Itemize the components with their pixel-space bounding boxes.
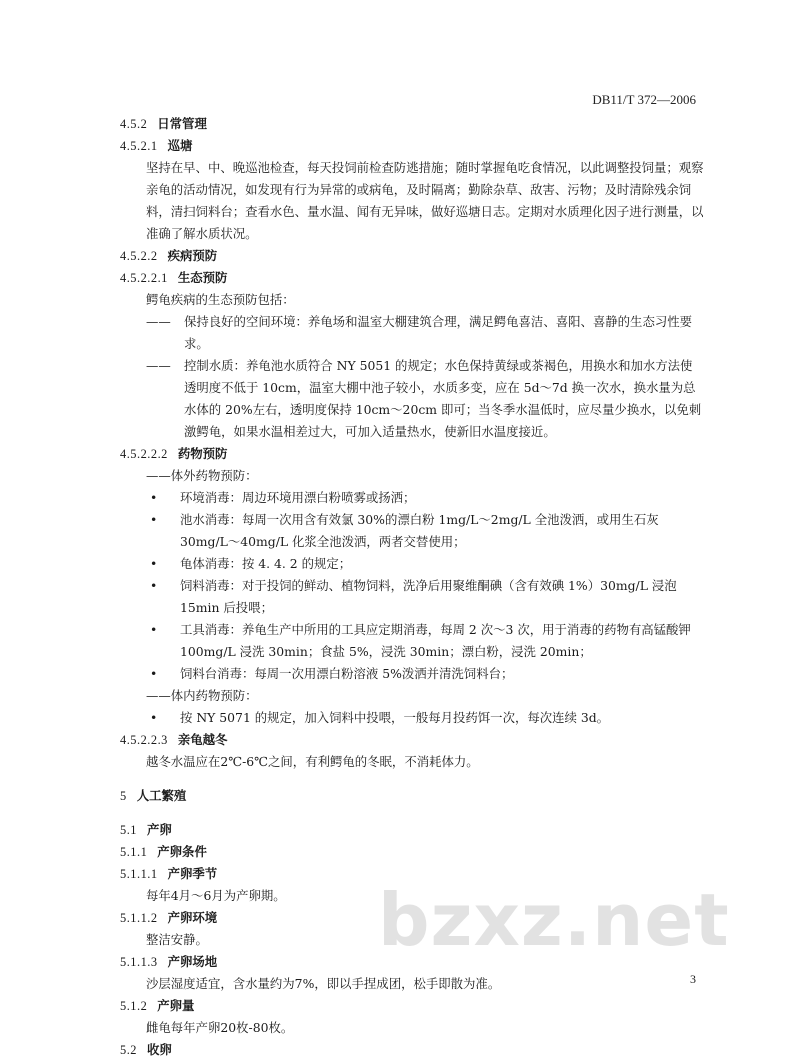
dash-marker: —— bbox=[146, 358, 171, 373]
paragraph: 雌龟每年产卵20枚-80枚。 bbox=[146, 1020, 294, 1035]
section-number: 4.5.2.2.1 bbox=[120, 271, 168, 285]
paragraph: 沙层湿度适宜，含水量约为7%，即以手捏成团，松手即散为准。 bbox=[146, 976, 501, 991]
bullet-list-item bbox=[120, 487, 704, 509]
section-number: 5.1.1.2 bbox=[120, 911, 158, 925]
page-number: 3 bbox=[690, 972, 696, 986]
bullet-marker: • bbox=[150, 622, 158, 637]
section-number: 5.1.1 bbox=[120, 845, 148, 859]
section-heading bbox=[120, 785, 704, 807]
section-heading bbox=[120, 443, 704, 465]
section-title: 药物预防 bbox=[177, 446, 228, 461]
section-heading bbox=[120, 267, 704, 289]
bullet-marker: • bbox=[150, 556, 158, 571]
list-item-text: 控制水质：养龟池水质符合 NY 5051 的规定；水色保持黄绿或茶褐色，用换水和加水方法使透明度不低于 10cm，温室大棚中池子较小，水质多变，应在 5d～7d 换一次水，换水量为总水体的 20%左右，透明度保持 10cm～20cm 即可；当冬季水温低时，应尽量少换水，以免刺激鳄龟，如果水温相差过大，可加入适量热水，使新旧水温度接近。 bbox=[184, 358, 702, 439]
section-number: 5.1.2 bbox=[120, 999, 148, 1013]
bullet-list-item bbox=[120, 663, 704, 685]
section-title: 产卵量 bbox=[157, 998, 195, 1013]
section-number: 5.1.1.3 bbox=[120, 955, 158, 969]
bullet-list-item bbox=[120, 575, 704, 619]
bullet-marker: • bbox=[150, 490, 158, 505]
bullet-list-item bbox=[120, 619, 704, 663]
section-title: 生态预防 bbox=[177, 270, 228, 285]
section-heading bbox=[120, 729, 704, 751]
section-title: 收卵 bbox=[147, 1042, 172, 1057]
section-number: 5.1.1.1 bbox=[120, 867, 158, 881]
section-title: 人工繁殖 bbox=[136, 788, 187, 803]
bullet-marker: • bbox=[150, 512, 158, 527]
section-number: 4.5.2.1 bbox=[120, 139, 158, 153]
section-number: 4.5.2.2 bbox=[120, 249, 158, 263]
standard-code: DB11/T 372—2006 bbox=[592, 92, 696, 107]
paragraph: 鳄龟疾病的生态预防包括： bbox=[146, 292, 295, 307]
section-number: 4.5.2 bbox=[120, 117, 148, 131]
paragraph: 坚持在早、中、晚巡池检查，每天投饲前检查防逃措施；随时掌握龟吃食情况，以此调整投饲量；观察亲龟的活动情况，如发现有行为异常的或病龟，及时隔离；勤除杂草、敌害、污物；及时清除残余饲料，清扫饲料台；查看水色、量水温、闻有无异味，做好巡塘日志。定期对水质理化因子进行测量，以准确了解水质状况。 bbox=[146, 160, 704, 241]
bullet-marker: • bbox=[150, 666, 158, 681]
section-title: 亲龟越冬 bbox=[177, 732, 228, 747]
paragraph: 越冬水温应在2℃-6℃之间，有利鳄龟的冬眠，不消耗体力。 bbox=[146, 754, 479, 769]
bullet-list-item bbox=[120, 553, 704, 575]
dash-marker: —— bbox=[146, 314, 171, 329]
section-heading bbox=[120, 245, 704, 267]
section-heading bbox=[120, 841, 704, 863]
section-number: 4.5.2.2.3 bbox=[120, 733, 168, 747]
paragraph: 每年4月～6月为产卵期。 bbox=[146, 888, 286, 903]
list-item-text: 饲料台消毒：每周一次用漂白粉溶液 5%泼洒并清洗饲料台； bbox=[180, 666, 514, 681]
section-heading bbox=[120, 135, 704, 157]
bullet-marker: • bbox=[150, 710, 158, 725]
bullet-marker: • bbox=[150, 578, 158, 593]
section-title: 日常管理 bbox=[157, 116, 207, 131]
section-heading bbox=[120, 1039, 704, 1061]
list-item-text: 按 NY 5071 的规定，加入饲料中投喂，一般每月投药饵一次，每次连续 3d。 bbox=[180, 710, 610, 725]
dash-list-item bbox=[120, 355, 704, 443]
paragraph: 整洁安静。 bbox=[146, 932, 208, 947]
section-title: 产卵季节 bbox=[167, 866, 218, 881]
sub-list-intro: ——体外药物预防： bbox=[146, 468, 258, 483]
list-item-text: 池水消毒：每周一次用含有效氯 30%的漂白粉 1mg/L～2mg/L 全池泼洒，或用生石灰 30mg/L～40mg/L 化浆全池泼洒，两者交替使用； bbox=[180, 512, 659, 549]
spacer bbox=[120, 807, 704, 819]
section-number: 5.2 bbox=[120, 1043, 137, 1057]
section-title: 产卵 bbox=[147, 822, 172, 837]
section-title: 疾病预防 bbox=[167, 248, 218, 263]
section-title: 产卵环境 bbox=[167, 910, 218, 925]
section-number: 5 bbox=[120, 789, 127, 803]
sub-list-intro: ——体内药物预防： bbox=[146, 688, 258, 703]
list-item-text: 饲料消毒：对于投饲的鲜动、植物饲料，洗净后用聚维酮碘（含有效碘 1%）30mg/L 浸泡 15min 后投喂； bbox=[180, 578, 677, 615]
section-heading bbox=[120, 995, 704, 1017]
dash-list-item bbox=[120, 311, 704, 355]
list-item-text: 龟体消毒：按 4. 4. 2 的规定； bbox=[180, 556, 352, 571]
list-item-text: 工具消毒：养龟生产中所用的工具应定期消毒，每周 2 次～3 次，用于消毒的药物有高锰酸钾 100mg/L 浸洗 30min；食盐 5%，浸洗 30min；漂白粉，浸洗 20min； bbox=[180, 622, 691, 659]
watermark: bzxz.net bbox=[378, 878, 730, 962]
section-number: 5.1 bbox=[120, 823, 137, 837]
section-number: 4.5.2.2.2 bbox=[120, 447, 168, 461]
bullet-list-item bbox=[120, 509, 704, 553]
section-heading bbox=[120, 819, 704, 841]
section-title: 巡塘 bbox=[167, 138, 193, 153]
spacer bbox=[120, 773, 704, 785]
section-title: 产卵场地 bbox=[167, 954, 218, 969]
bullet-list-item bbox=[120, 707, 704, 729]
list-item-text: 环境消毒：周边环境用漂白粉喷雾或扬洒； bbox=[180, 490, 416, 505]
list-item-text: 保持良好的空间环境：养龟场和温室大棚建筑合理，满足鳄龟喜洁、喜阳、喜静的生态习性要求。 bbox=[184, 314, 693, 351]
section-title: 产卵条件 bbox=[157, 844, 207, 859]
section-heading bbox=[120, 113, 704, 135]
